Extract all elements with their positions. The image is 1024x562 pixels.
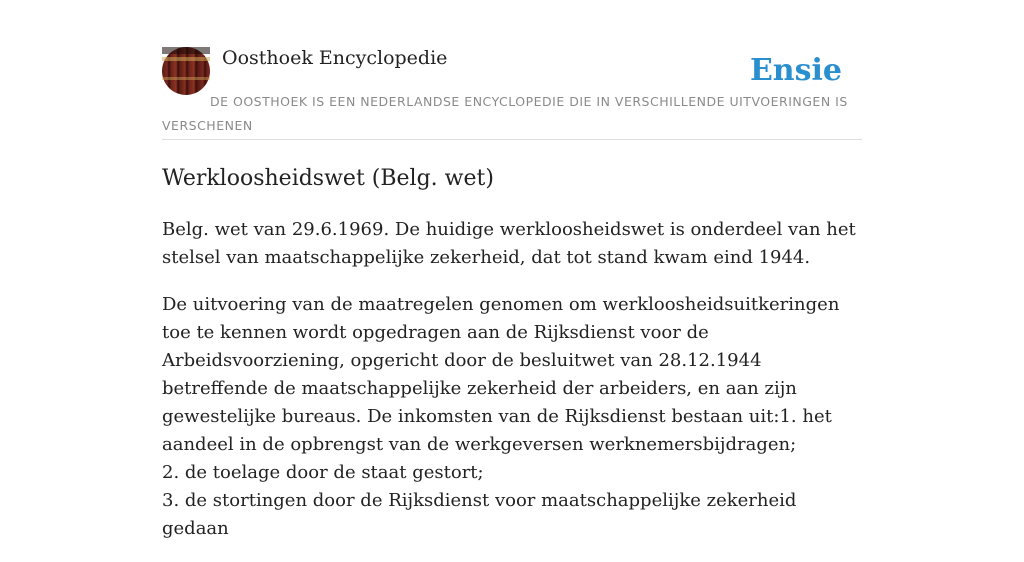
book-shelf-icon[interactable]: [162, 47, 210, 95]
site-description: DE OOSTHOEK IS EEN NEDERLANDSE ENCYCLOPEDIE DIE IN VERSCHILLENDE UITVOERINGEN IS VERSCHENEN: [162, 94, 848, 133]
site-title[interactable]: Oosthoek Encyclopedie: [222, 47, 448, 69]
paragraph-line: De uitvoering van de maatregelen genomen om werkloosheidsuitkeringen toe te kennen wordt opgedragen aan de Rijksdienst voor de Arbeidsvoorziening, opgericht door de besluitwet van 28.12.1944 betreffende de maatschappelijke zekerheid der arbeiders, en aan zijn gewestelijke bureaus. De inkomsten van de Rijksdienst bestaan uit:1. het aandeel in de opbrengst van de werkgeversen werknemersbijdragen;: [162, 294, 840, 455]
paragraph-line: 2. de toelage door de staat gestort;: [162, 462, 484, 483]
paragraph-intro: Belg. wet van 29.6.1969. De huidige werkloosheidswet is onderdeel van het stelsel van maatschappelijke zekerheid, dat tot stand kwam eind 1944.: [162, 219, 856, 268]
paragraph-execution: [162, 291, 862, 543]
paragraph-line: 3. de stortingen door de Rijksdienst voor maatschappelijke zekerheid gedaan: [162, 490, 797, 539]
brand-logo[interactable]: Ensie: [749, 53, 842, 88]
site-header: [162, 46, 862, 140]
article-title: Werkloosheidswet (Belg. wet): [162, 166, 494, 191]
avatar-shelf-shadow: [162, 47, 210, 54]
article-body: [162, 216, 862, 562]
